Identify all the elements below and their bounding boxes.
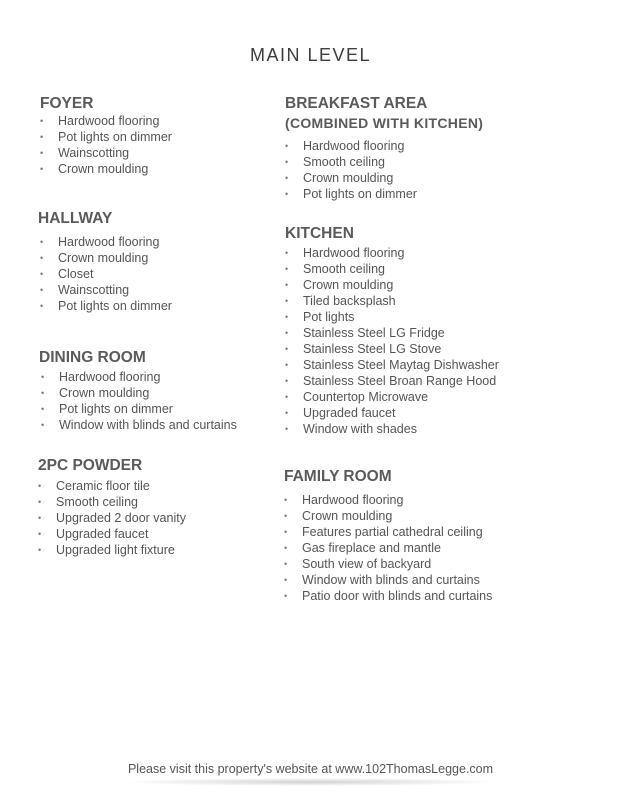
list-item: • Crown moulding <box>284 508 492 524</box>
list-item: • South view of backyard <box>284 556 492 572</box>
feature-list-foyer <box>40 113 172 177</box>
list-item: • Stainless Steel LG Stove <box>285 341 499 357</box>
list-item: • Pot lights on dimmer <box>285 186 483 202</box>
list-item: • Hardwood flooring <box>40 234 172 250</box>
list-item: • Window with blinds and curtains <box>41 417 237 433</box>
list-item: • Pot lights on dimmer <box>41 401 237 417</box>
footer-website-text: Please visit this property's website at www.102ThomasLegge.com <box>127 762 494 776</box>
list-item: • Hardwood flooring <box>285 245 499 261</box>
list-item: • Tiled backsplash <box>285 293 499 309</box>
list-item: • Hardwood flooring <box>285 138 483 154</box>
list-item: • Crown moulding <box>285 277 499 293</box>
list-item: • Window with blinds and curtains <box>284 572 492 588</box>
section-title-foyer: FOYER <box>40 95 94 112</box>
list-item: • Stainless Steel LG Fridge <box>285 325 499 341</box>
list-item: • Crown moulding <box>41 385 237 401</box>
list-item: • Patio door with blinds and curtains <box>284 588 492 604</box>
feature-list-breakfast-area <box>285 138 483 202</box>
section-subtitle-breakfast-area: (COMBINED WITH KITCHEN) <box>285 115 484 131</box>
section-family-room <box>284 468 492 604</box>
list-item: • Crown moulding <box>285 170 483 186</box>
list-item: • Upgraded faucet <box>285 405 499 421</box>
list-item: • Pot lights on dimmer <box>40 129 172 145</box>
list-item: • Smooth ceiling <box>285 154 483 170</box>
feature-list-family-room <box>284 492 492 604</box>
list-item: • Pot lights <box>285 309 499 325</box>
section-title-powder: 2PC POWDER <box>38 457 143 474</box>
section-foyer <box>40 95 172 177</box>
list-item: • Crown moulding <box>40 250 172 266</box>
section-title-dining-room: DINING ROOM <box>39 349 146 366</box>
list-item: • Ceramic floor tile <box>38 478 186 494</box>
list-item: • Gas fireplace and mantle <box>284 540 492 556</box>
section-hallway <box>38 210 172 314</box>
list-item: • Stainless Steel Broan Range Hood <box>285 373 499 389</box>
feature-list-hallway <box>38 234 172 314</box>
list-item: • Window with shades <box>285 421 499 437</box>
list-item: • Pot lights on dimmer <box>40 298 172 314</box>
feature-list-powder <box>38 478 186 558</box>
section-title-family-room: FAMILY ROOM <box>284 468 392 485</box>
page-title: MAIN LEVEL <box>249 45 372 65</box>
list-item: • Wainscotting <box>40 145 172 161</box>
list-item: • Upgraded 2 door vanity <box>38 510 186 526</box>
list-item: • Upgraded faucet <box>38 526 186 542</box>
section-dining-room <box>39 349 237 433</box>
section-powder <box>38 457 186 558</box>
list-item: • Wainscotting <box>40 282 172 298</box>
feature-list-kitchen <box>285 245 499 437</box>
list-item: • Hardwood flooring <box>284 492 492 508</box>
list-item: • Hardwood flooring <box>40 113 172 129</box>
section-kitchen <box>285 225 499 437</box>
list-item: • Features partial cathedral ceiling <box>284 524 492 540</box>
section-title-hallway: HALLWAY <box>38 210 113 227</box>
list-item: • Crown moulding <box>40 161 172 177</box>
list-item: • Stainless Steel Maytag Dishwasher <box>285 357 499 373</box>
list-item: • Smooth ceiling <box>285 261 499 277</box>
list-item: • Smooth ceiling <box>38 494 186 510</box>
list-item: • Countertop Microwave <box>285 389 499 405</box>
list-item: • Hardwood flooring <box>41 369 237 385</box>
footer-shadow <box>120 778 501 786</box>
section-breakfast-area <box>285 95 483 202</box>
list-item: • Upgraded light fixture <box>38 542 186 558</box>
list-item: • Closet <box>40 266 172 282</box>
section-title-kitchen: KITCHEN <box>285 225 354 242</box>
section-title-breakfast-area: BREAKFAST AREA <box>285 95 428 112</box>
feature-list-dining-room <box>39 369 237 433</box>
